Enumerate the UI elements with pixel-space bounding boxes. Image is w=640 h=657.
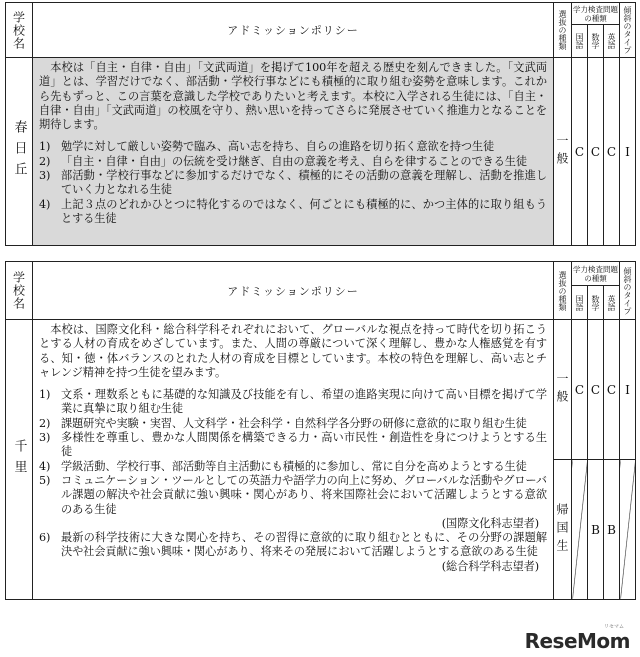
senbatsu-header: 選抜の種類	[554, 262, 572, 320]
type-value: I	[620, 320, 636, 460]
list-item: 3) 部活動・学校行事などに参加するだけでなく、積極的にその活動の意義を理解し、活動を推進していく力となれる生徒	[39, 169, 547, 197]
test-type-header: 学力検査問題の種類	[572, 262, 620, 286]
subject-math: 数学	[588, 286, 604, 320]
admission-table-kasugaoka	[5, 2, 636, 246]
policy-body	[33, 320, 554, 600]
aside-note: (総合科学科志望者)	[441, 559, 539, 573]
list-item: 5) コミュニケーション・ツールとしての英語力や語学力の向上に努め、グローバルな活動やグローバル課題の解決や社会貢献に強い興味・関心があり、将来国際社会において活躍しようとする意欲のある生徒 (国際文化科志望者)	[39, 473, 547, 530]
grade-math: C	[588, 320, 604, 460]
policy-body	[33, 58, 554, 246]
subject-japanese: 国語	[572, 25, 588, 58]
list-item: 1) 勉学に対して厳しい姿勢で臨み、高い志を持ち、自らの進路を切り拓く意欲を持つ生徒	[39, 140, 495, 154]
grade-english: B	[604, 460, 620, 600]
logo-ruby: リセマム	[604, 624, 624, 630]
type-value: I	[620, 58, 636, 246]
aside-note: (国際文化科志望者)	[441, 516, 539, 530]
grade-japanese: C	[572, 320, 588, 460]
policy-intro: 本校は、国際文化科・総合科学科それぞれにおいて、グローバルな視点を持って時代を切り拓こうとする人材の育成をめざしています。また、人間の尊厳について深く理解し、豊かな人権感覚を有する、知・徳・体バランスのとれた人材の育成を目標としています。本校の特色を理解し、高い志とチャレンジ精神を持つ生徒を望みます。	[39, 323, 547, 379]
grade-english: C	[604, 58, 620, 246]
school-name: 春日丘	[6, 58, 33, 246]
type-header: 傾斜のタイプ	[620, 262, 636, 320]
subject-japanese: 国語	[572, 286, 588, 320]
test-type-header: 学力検査問題の種類	[573, 4, 618, 23]
list-item: 6) 最新の科学技術に大きな関心を持ち、その習得に意欲的に取り組むとともに、その分野の課題解決や社会貢献に強い興味・関心があり、将来その発展において活躍しようとする意欲のある生徒 (総合科学科志望者)	[39, 531, 547, 573]
list-item: 2) 「自主・自律・自由」の伝統を受け継ぎ、自由の意義を考え、自らを律することのできる生徒	[39, 154, 527, 168]
senbatsu-general: 一般	[554, 58, 572, 246]
grade-japanese: C	[572, 58, 588, 246]
type-header: 傾斜のタイプ	[620, 3, 636, 58]
list-item: 1) 文系・理数系ともに基礎的な知識及び技能を有し、希望の進路実現に向けて高い目標を掲げて学業に真摯に取り組む生徒	[39, 388, 547, 416]
school-name: 千里	[6, 320, 33, 600]
list-item: 2) 課題研究や実験・実習、人文科学・社会科学・自然科学各分野の研修に意欲的に取り組む生徒	[39, 416, 527, 430]
resemom-logo	[524, 624, 630, 653]
admission-table-senri	[5, 261, 636, 600]
logo-text: ReseMom	[524, 629, 630, 653]
policy-intro: 本校は「自主・自律・自由」「文武両道」を掲げて100年を超える歴史を刻んできました。「文武両道」とは、学習だけでなく、部活動・学校行事などにも積極的に取り組む姿勢を意味します。これから先もずっと、この言葉を意識した学校でありたいと考えます。本校に入学される生徒には、「自主・自律・自由」「文武両道」の校風を守り、熱い思いを持ってさらに発展させていく推進力となることを期待します。	[39, 61, 547, 132]
type-value-na	[620, 460, 636, 600]
policy-header: アドミッションポリシー	[33, 262, 554, 320]
school-header: 学校名	[6, 3, 33, 58]
policy-list	[39, 388, 547, 574]
subject-english: 英語	[604, 286, 620, 320]
list-item: 4) 上記３点のどれかひとつに特化するのではなく、何ごとにも積極的に、かつ主体的に取り組もうとする生徒	[39, 197, 547, 225]
grade-math: C	[588, 58, 604, 246]
policy-header: アドミッションポリシー	[33, 3, 554, 58]
senbatsu-header: 選抜の種類	[554, 3, 572, 58]
subject-math: 数学	[588, 25, 604, 58]
subject-english: 英語	[604, 25, 620, 58]
grade-japanese-na	[572, 460, 588, 600]
list-item: 4) 学級活動、学校行事、部活動等自主活動にも積極的に参加し、常に自分を高めようとする生徒	[39, 459, 527, 473]
grade-math: B	[588, 460, 604, 600]
list-item: 3) 多様性を尊重し、豊かな人間関係を構築できる力・高い市民性・創造性を身につけようとする生徒	[39, 431, 547, 459]
senbatsu-general: 一般	[554, 320, 572, 460]
grade-english: C	[604, 320, 620, 460]
school-header: 学校名	[6, 262, 33, 320]
policy-list	[39, 140, 547, 226]
senbatsu-returnee: 帰国生	[554, 460, 572, 600]
